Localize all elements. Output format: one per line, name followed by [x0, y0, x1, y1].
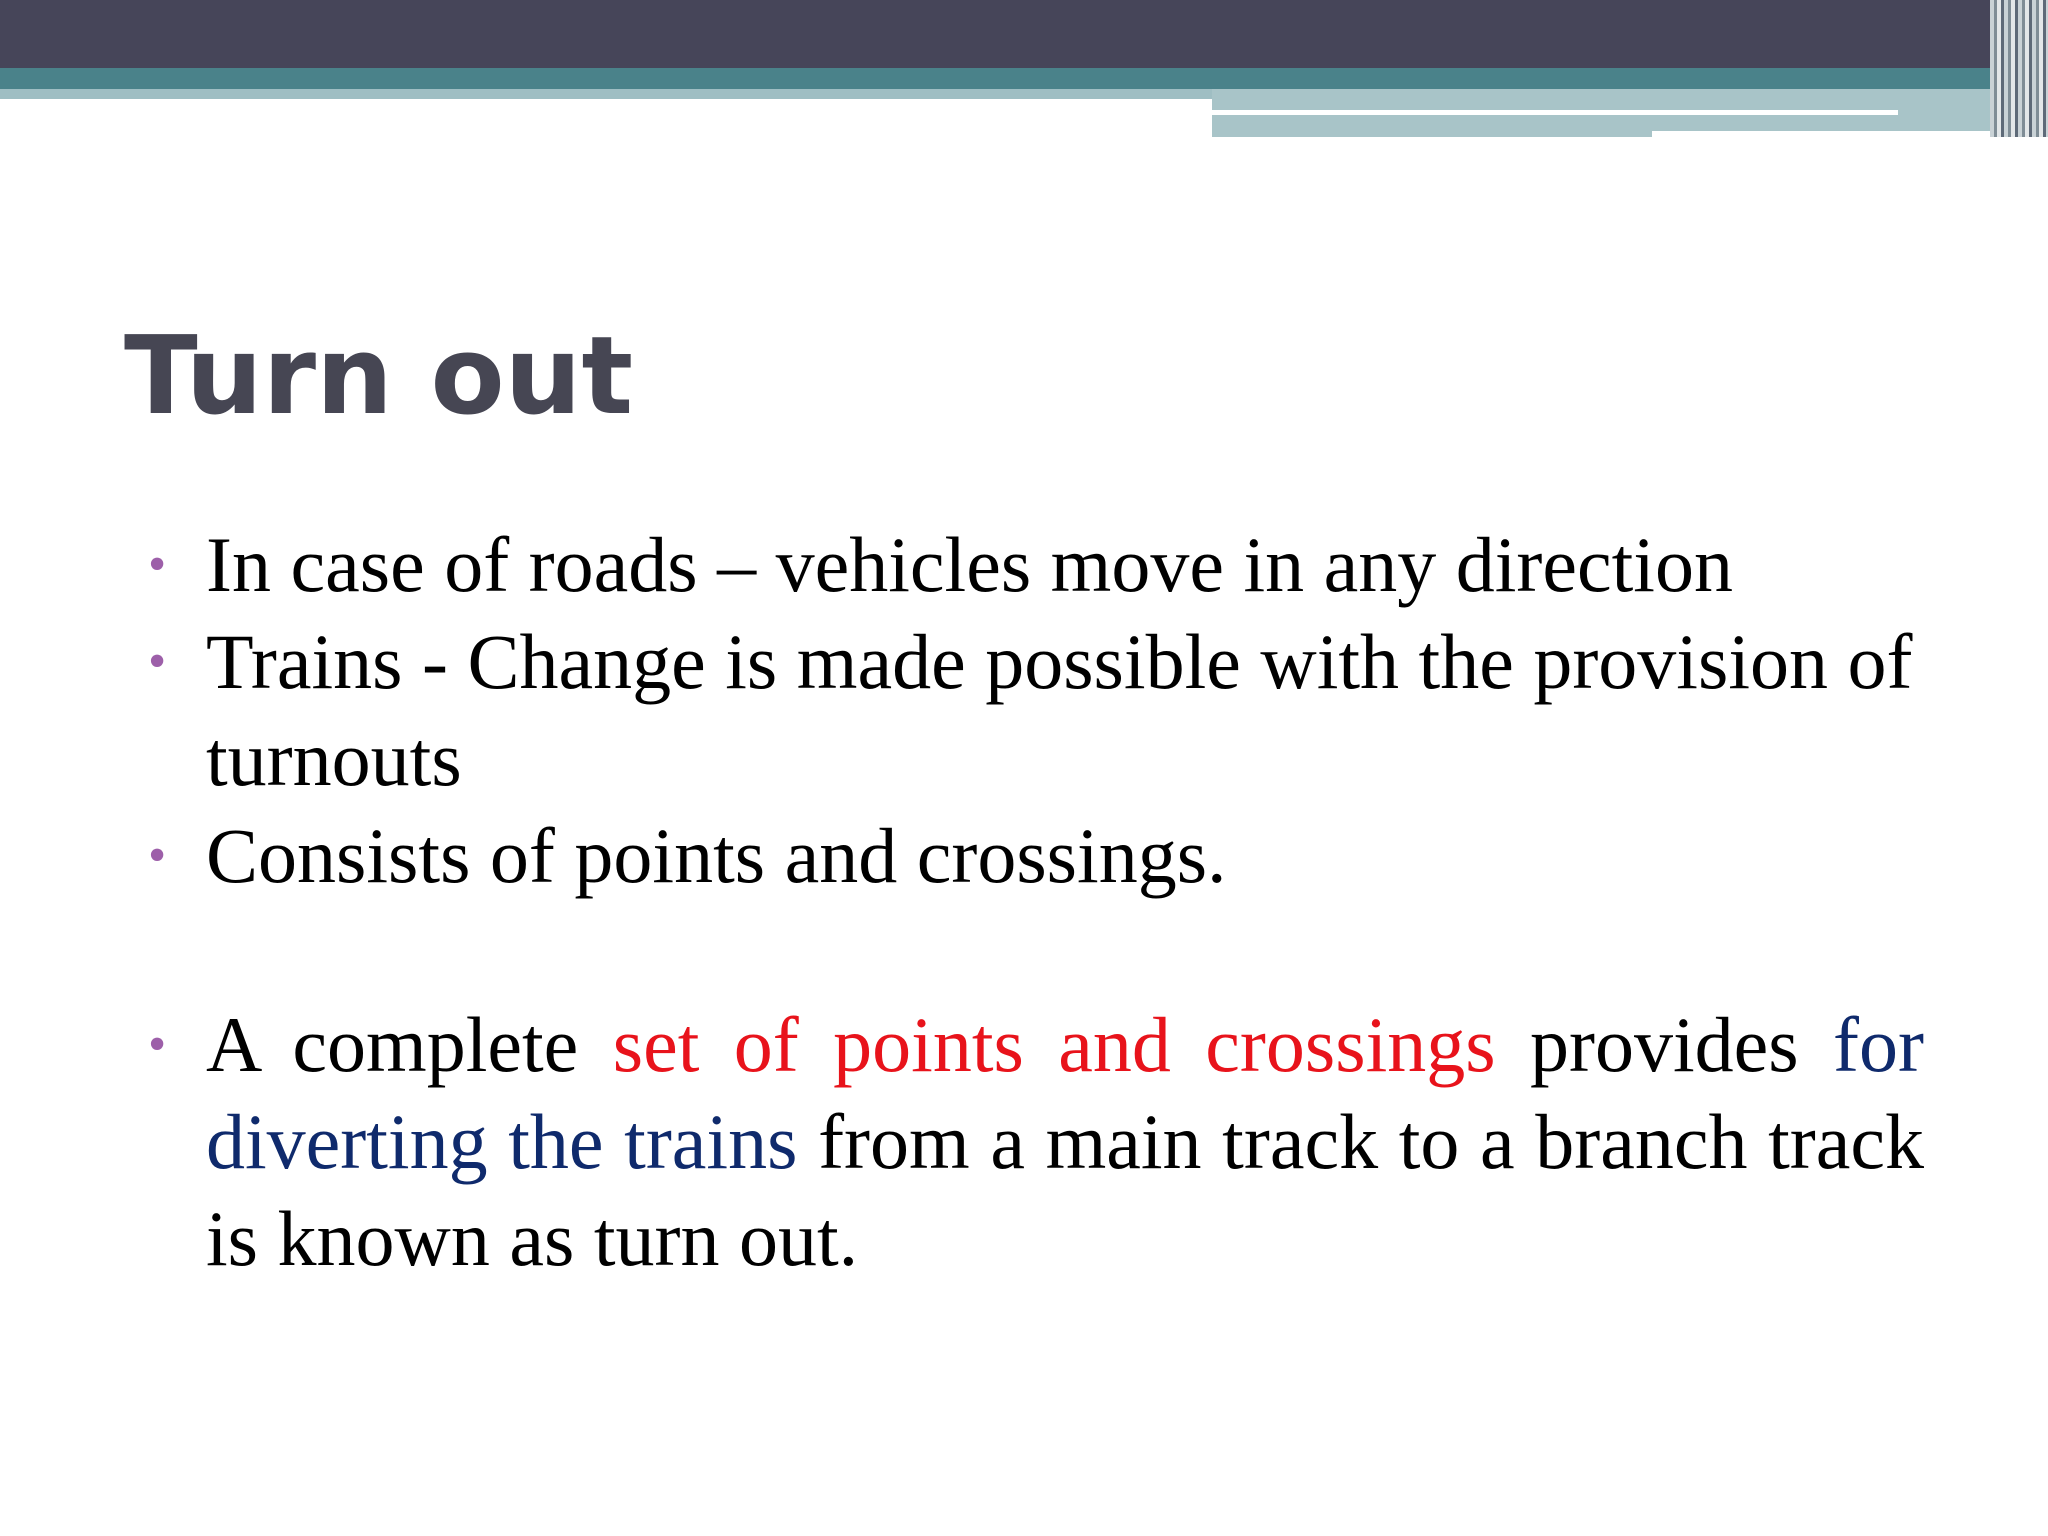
bullet-dot-icon: • — [148, 1016, 167, 1073]
bullet-item-roads — [148, 516, 1924, 613]
definition-text-end: from a main track to a branch track is known as turn out. — [206, 1098, 1924, 1282]
definition-text-middle: provides — [1495, 1001, 1834, 1088]
slide-title: Turn out — [124, 314, 634, 439]
header-accent-step — [1652, 131, 2048, 139]
bullet-text: In case of roads – vehicles move in any direction — [206, 521, 1733, 608]
bullet-list — [148, 516, 1924, 1287]
bullet-text: Trains - Change is made possible with the provision of turnouts — [206, 618, 1913, 802]
definition-text-start: A complete — [206, 1001, 613, 1088]
header-band-dark — [0, 0, 2048, 68]
bullet-dot-icon: • — [148, 633, 167, 690]
header-band-teal — [0, 68, 2048, 89]
highlight-diverting-trains: for diverting the trains — [206, 1001, 1924, 1185]
header-band-light-left — [0, 89, 1212, 99]
highlight-points-crossings: set of points and crossings — [612, 1001, 1496, 1088]
bullet-text: Consists of points and crossings. — [206, 812, 1227, 899]
header-accent-line — [1212, 110, 1898, 115]
bullet-item-consists — [148, 807, 1924, 904]
bullet-item-trains — [148, 613, 1924, 807]
bullet-item-definition — [148, 996, 1924, 1287]
bullet-dot-icon: • — [148, 536, 167, 593]
header-edge-strips — [1990, 0, 2048, 137]
bullet-dot-icon: • — [148, 827, 167, 884]
